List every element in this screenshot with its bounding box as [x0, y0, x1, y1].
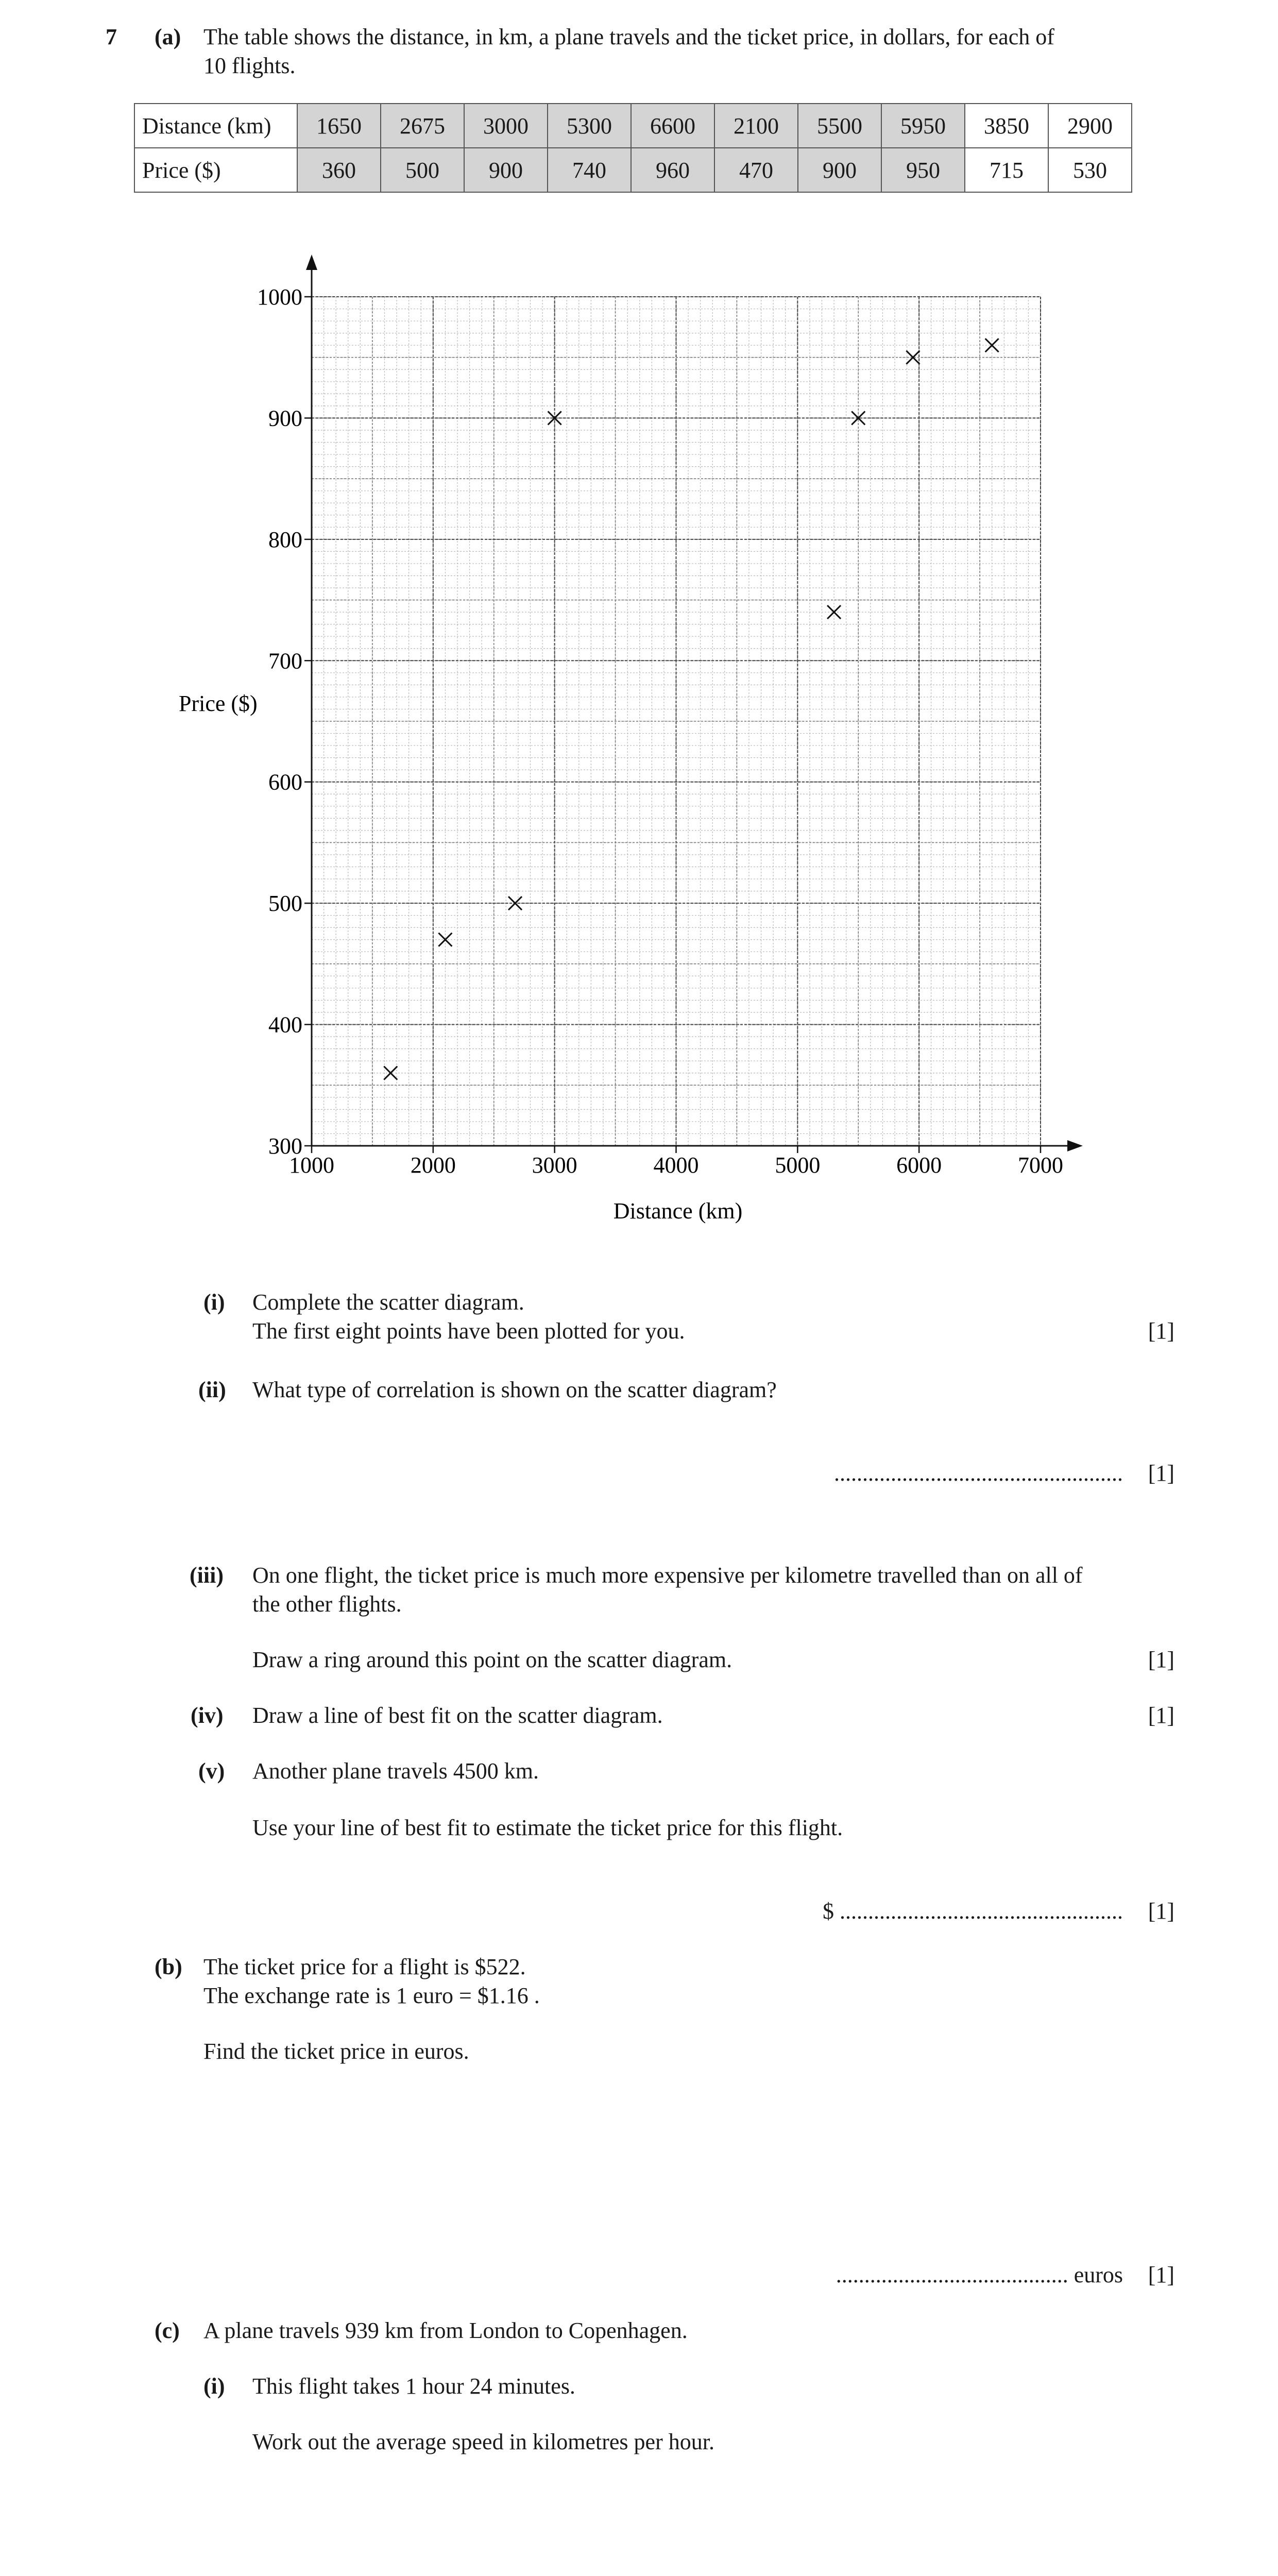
y-axis-label: Price ($): [179, 691, 258, 716]
intro-line-2: 10 flights.: [203, 53, 296, 78]
question-number: 7: [106, 24, 117, 49]
part-iii-marks: [1]: [1148, 1647, 1174, 1672]
y-tick-label: 300: [268, 1133, 302, 1159]
x-axis-arrow: [1067, 1140, 1083, 1151]
part-iii-line-3: Draw a ring around this point on the scatter diagram.: [252, 1647, 732, 1672]
price-cell: 470: [714, 148, 798, 192]
part-ii-answer-line[interactable]: ...................................................: [834, 1461, 1123, 1486]
part-b-answer-line[interactable]: ......................................... euros: [836, 2262, 1123, 2287]
price-cell: 715: [965, 148, 1048, 192]
flight-data-table: [134, 103, 1132, 193]
part-i-line-2: The first eight points have been plotted for you.: [252, 1318, 685, 1344]
part-c-i-line-1: This flight takes 1 hour 24 minutes.: [252, 2374, 575, 2399]
part-ii-marks: [1]: [1148, 1461, 1174, 1486]
price-cell: 950: [881, 148, 965, 192]
y-axis-arrow: [306, 255, 317, 270]
distance-row: [134, 104, 1132, 148]
y-tick-label: 700: [268, 648, 302, 674]
intro-line-1: The table shows the distance, in km, a plane travels and the ticket price, in dollars, for each of: [203, 24, 1054, 49]
part-iv-label: (iv): [191, 1703, 224, 1728]
part-ii-label: (ii): [198, 1377, 226, 1402]
price-row-header: Price ($): [134, 148, 297, 192]
x-tick-label: 6000: [896, 1153, 942, 1178]
distance-cell: 1650: [297, 104, 381, 148]
distance-cell: 5300: [548, 104, 631, 148]
y-tick-label: 500: [268, 891, 302, 917]
part-c-text: A plane travels 939 km from London to Copenhagen.: [203, 2318, 688, 2343]
y-tick-label: 400: [268, 1012, 302, 1038]
price-cell: 900: [798, 148, 881, 192]
part-v-marks: [1]: [1148, 1899, 1174, 1924]
distance-cell: 2675: [381, 104, 464, 148]
price-row: [134, 148, 1132, 192]
x-tick-label: 5000: [775, 1153, 821, 1178]
distance-cell: 5500: [798, 104, 881, 148]
x-tick-label: 4000: [653, 1153, 699, 1178]
part-i-label: (i): [203, 1290, 225, 1315]
part-b-line-3: Find the ticket price in euros.: [203, 2039, 469, 2064]
part-v-line-2: Use your line of best fit to estimate the ticket price for this flight.: [252, 1815, 843, 1840]
part-v-line-1: Another plane travels 4500 km.: [252, 1758, 539, 1784]
part-c-i-line-2: Work out the average speed in kilometres per hour.: [252, 2429, 714, 2454]
distance-cell: 3000: [464, 104, 548, 148]
part-v-answer-line[interactable]: $ ..................................................: [823, 1899, 1123, 1924]
y-tick-label: 600: [268, 769, 302, 795]
price-cell: 360: [297, 148, 381, 192]
distance-row-header: Distance (km): [134, 104, 297, 148]
distance-cell: 5950: [881, 104, 965, 148]
price-cell: 960: [631, 148, 714, 192]
part-i-marks: [1]: [1148, 1318, 1174, 1344]
part-iii-line-1: On one flight, the ticket price is much more expensive per kilometre travelled than on all of: [252, 1563, 1083, 1588]
part-iv-text: Draw a line of best fit on the scatter diagram.: [252, 1703, 663, 1728]
distance-cell: 2900: [1048, 104, 1132, 148]
price-cell: 900: [464, 148, 548, 192]
x-tick-label: 7000: [1018, 1153, 1063, 1178]
distance-cell: 6600: [631, 104, 714, 148]
part-b-line-1: The ticket price for a flight is $522.: [203, 1954, 526, 1979]
scatter-diagram: [0, 237, 1278, 1247]
part-c-i-label: (i): [203, 2374, 225, 2399]
price-cell: 500: [381, 148, 464, 192]
part-a-label: (a): [155, 24, 181, 49]
part-v-label: (v): [198, 1758, 225, 1784]
x-tick-label: 1000: [289, 1153, 334, 1178]
part-i-line-1: Complete the scatter diagram.: [252, 1290, 524, 1315]
y-tick-label: 800: [268, 527, 302, 552]
part-iii-label: (iii): [190, 1563, 224, 1588]
x-tick-label: 2000: [410, 1153, 456, 1178]
part-iii-line-2: the other flights.: [252, 1591, 402, 1617]
y-tick-label: 900: [268, 405, 302, 431]
x-tick-label: 3000: [532, 1153, 577, 1178]
price-cell: 530: [1048, 148, 1132, 192]
part-b-marks: [1]: [1148, 2262, 1174, 2287]
y-tick-label: 1000: [257, 284, 302, 310]
part-b-line-2: The exchange rate is 1 euro = $1.16 .: [203, 1983, 540, 2008]
price-cell: 740: [548, 148, 631, 192]
distance-cell: 3850: [965, 104, 1048, 148]
distance-cell: 2100: [714, 104, 798, 148]
part-iv-marks: [1]: [1148, 1703, 1174, 1728]
x-axis-label: Distance (km): [613, 1198, 743, 1224]
part-b-label: (b): [155, 1954, 182, 1979]
part-c-label: (c): [155, 2318, 180, 2343]
part-ii-text: What type of correlation is shown on the scatter diagram?: [252, 1377, 777, 1402]
